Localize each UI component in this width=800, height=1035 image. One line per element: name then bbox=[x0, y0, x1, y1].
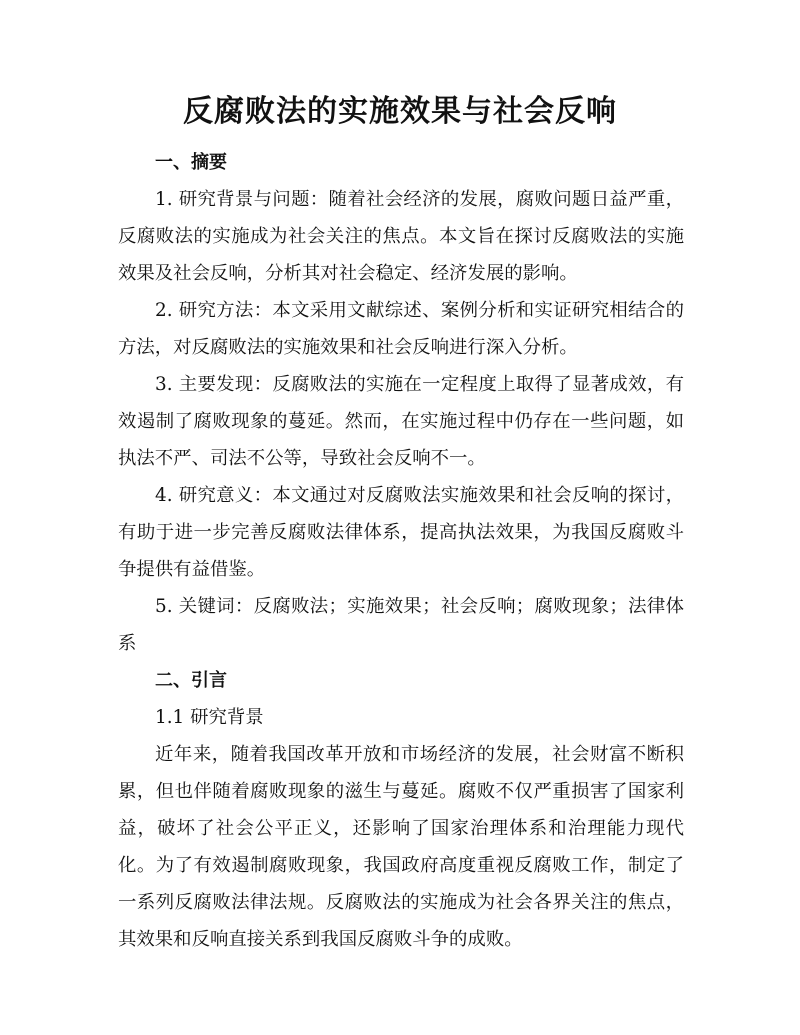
abstract-heading: 一、摘要 bbox=[155, 152, 227, 173]
abstract-item-background: 1. 研究背景与问题：随着社会经济的发展，腐败问题日益严重，反腐败法的实施成为社会关注的焦点。本文旨在探讨反腐败法的实施效果及社会反响，分析其对社会稳定、经济发展的影响。 bbox=[118, 189, 684, 284]
research-background-subheading: 1.1 研究背景 bbox=[155, 707, 264, 728]
document-body bbox=[118, 144, 684, 958]
abstract-item-keywords: 5. 关键词：反腐败法；实施效果；社会反响；腐败现象；法律体系 bbox=[118, 596, 684, 654]
abstract-item-method: 2. 研究方法：本文采用文献综述、案例分析和实证研究相结合的方法，对反腐败法的实施效果和社会反响进行深入分析。 bbox=[118, 300, 684, 358]
introduction-heading: 二、引言 bbox=[155, 670, 227, 691]
abstract-item-findings: 3. 主要发现：反腐败法的实施在一定程度上取得了显著成效，有效遏制了腐败现象的蔓延。然而，在实施过程中仍存在一些问题，如执法不严、司法不公等，导致社会反响不一。 bbox=[118, 374, 684, 469]
abstract-item-significance: 4. 研究意义：本文通过对反腐败法实施效果和社会反响的探讨，有助于进一步完善反腐败法律体系，提高执法效果，为我国反腐败斗争提供有益借鉴。 bbox=[118, 485, 684, 580]
document-title: 反腐败法的实施效果与社会反响 bbox=[183, 94, 617, 129]
research-background-paragraph: 近年来，随着我国改革开放和市场经济的发展，社会财富不断积累，但也伴随着腐败现象的滋生与蔓延。腐败不仅严重损害了国家利益，破坏了社会公平正义，还影响了国家治理体系和治理能力现代化。为了有效遏制腐败现象，我国政府高度重视反腐败工作，制定了一系列反腐败法律法规。反腐败法的实施成为社会各界关注的焦点，其效果和反响直接关系到我国反腐败斗争的成败。 bbox=[118, 744, 684, 950]
